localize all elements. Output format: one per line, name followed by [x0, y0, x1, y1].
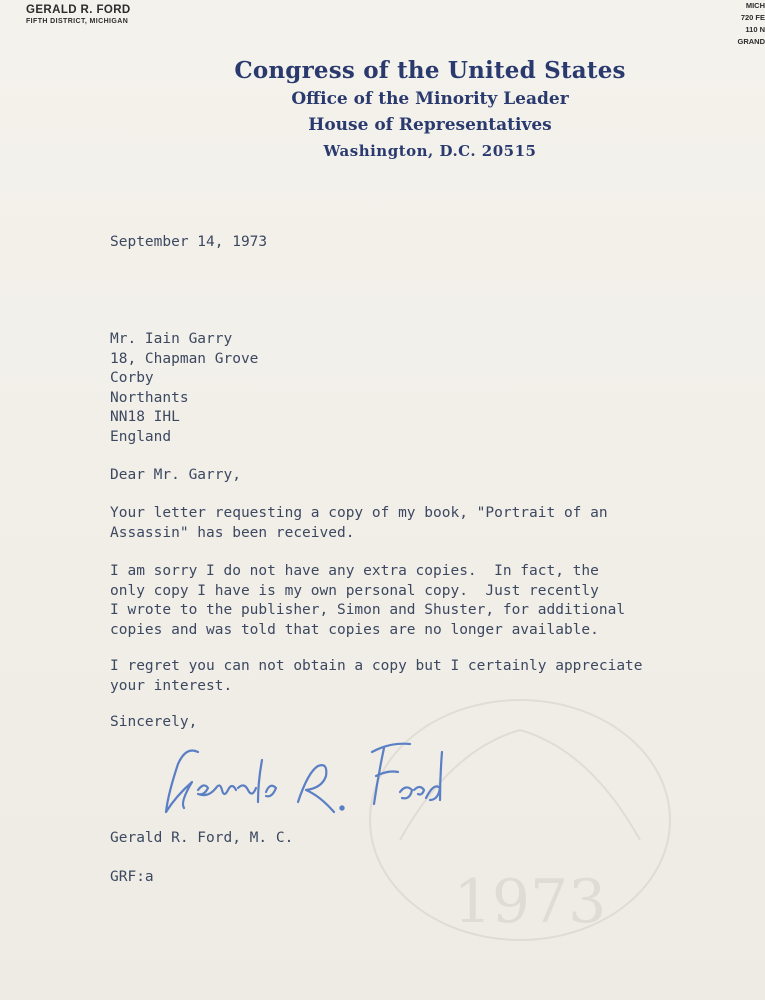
watermark-year: 1973: [453, 867, 607, 937]
letter-date: September 14, 1973: [110, 234, 268, 250]
office-line: GRAND: [737, 37, 765, 46]
sender-name: GERALD R. FORD: [26, 4, 131, 16]
paragraph-line: I regret you can not obtain a copy but I certainly appreciate: [110, 658, 643, 674]
paragraph-line: your interest.: [110, 677, 233, 694]
address-line: 18, Chapman Grove: [110, 350, 259, 367]
letterhead: [200, 56, 660, 164]
sender-district: FIFTH DISTRICT, MICHIGAN: [26, 18, 129, 25]
address-line: England: [110, 428, 172, 445]
letterhead-office: Office of the Minority Leader: [291, 89, 569, 109]
office-address-fragment: [705, 0, 765, 48]
paragraph-line: Your letter requesting a copy of my book, "Portrait of an: [110, 505, 608, 521]
address-line: Mr. Iain Garry: [110, 331, 233, 347]
paragraph-3: [110, 657, 643, 696]
typed-signature-name: Gerald R. Ford, M. C.: [110, 830, 294, 846]
paragraph-1: [110, 504, 608, 543]
reference-initials: GRF:a: [110, 869, 154, 885]
address-line: Corby: [110, 370, 154, 386]
paragraph-2: [110, 562, 625, 640]
letterhead-address: Washington, D.C. 20515: [323, 142, 537, 160]
office-line: 110 N: [745, 25, 765, 34]
paragraph-line: I am sorry I do not have any extra copies. In fact, the: [110, 563, 599, 579]
paragraph-line: Assassin" has been received.: [110, 524, 355, 541]
letterhead-house: House of Representatives: [308, 115, 552, 135]
handwritten-signature: [158, 712, 458, 832]
sender-tag: [26, 4, 131, 25]
paragraph-line: only copy I have is my own personal copy. Just recently: [110, 582, 599, 599]
address-line: NN18 IHL: [110, 409, 180, 425]
paragraph-line: I wrote to the publisher, Simon and Shuster, for additional: [110, 602, 626, 618]
recipient-address: [110, 330, 258, 447]
letterhead-congress: Congress of the United States: [234, 57, 626, 84]
office-line: MICH: [745, 1, 765, 10]
closing: Sincerely,: [110, 714, 198, 730]
address-line: Northants: [110, 389, 189, 406]
paragraph-line: copies and was told that copies are no longer available.: [110, 621, 599, 638]
salutation: Dear Mr. Garry,: [110, 467, 241, 483]
office-line: 720 FE: [740, 13, 765, 22]
